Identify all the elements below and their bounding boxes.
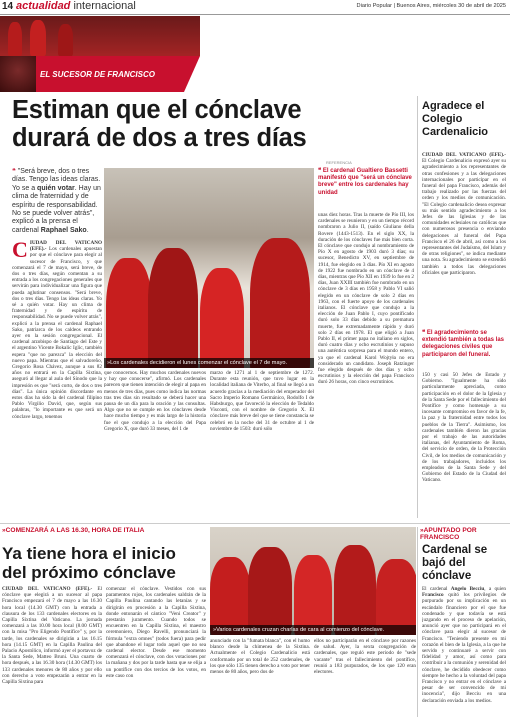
bottom-right-body: El cardenal Angelo Becciu, a quien Francisco quitó los privilegios de purpurado por su implicación en un escándalo financiero por el que fue condenado y que todavía se está juzgando en el proceso de apelación, anunció ayer que no participará en el cónclave para elegir al sucesor de Francisco. "Teniendo presente en mi corazón el bien de la Iglesia, a la que he servido y continuaré a servir con fidelidad y amor, así como para contribuir a la comunión y serenidad del cónclave, he decidido obedecer como siempre he hecho a la voluntad del papa Francisco y no entrar en el cónclave a pesar de ser convencido de mi inocencia", dijo Becciu en una declaración enviada a los medios. bbox=[422, 586, 506, 704]
banner-figure bbox=[30, 20, 46, 56]
bottom-right-divider bbox=[417, 527, 418, 717]
side-body2: 150 y casi 50 Jefes de Estado y Gobierno. "Igualmente ha sido particularmente apreciada, como participación en el dolor de la Iglesia y de la Santa Sede por el fallecimiento del Pontífice y como homenaje a su incesante compromiso en favor de la fe, la paz y la fraternidad entre todos los pueblos de la Tierra". Asimismo, los cardenales también dieron las gracias por el trabajo de las autoridades italianas, del Ayuntamiento de Roma, del servicio de orden, de la Protección Civil, de los medios de comunicación y de los trabajadores, incluidos los empleados de la Santa Sede y del Gobierno del Estado de la Ciudad del Vaticano. bbox=[422, 372, 506, 484]
cardinal-figure bbox=[106, 258, 152, 368]
bottom-right-headline: Cardenal se bajó del cónclave bbox=[422, 544, 488, 582]
bottom-left-col1: CIUDAD DEL VATICANO (EFE).- El cónclave que elegirá a un sucesor al papa Francisco empezará el 7 de mayo a las 16.30 hora local (14.30 GMT) con la entrada a clausura de los 133 cardenales electores en la Capilla Sixtina del Vaticano. La jornada comenzará a las 10.00 hora local (8.00 GMT) con la misa "Pro Eligendo Pontifice" y, por la tarde, los cardenales se dirigirán a las 16.15 hora (14.15 GMT) en la Capilla Paulina del Palacio Apostólico, informó ayer el portavoz de la Santa Sede, Matteo Bruni. Una cuarto de hora después, a las 16.30 hora (14.30 GMT) los 133 cardenales menores de 80 años y por ello con derecho a voto empezarán a entrar en la Capilla Sixtina para bbox=[2, 586, 102, 686]
source-line: Diario Popular | Buenos Aires, miércoles 30 de abril de 2025 bbox=[356, 3, 506, 9]
page-number: 14 bbox=[2, 1, 14, 12]
bottom-right-kicker: »APUNTADO POR FRANCISCO bbox=[420, 527, 477, 541]
side-highlight: ❝ El agradecimiento se extendió también a todas las delegaciones civiles que participaron del funeral. bbox=[422, 330, 505, 358]
cardinal-figure bbox=[250, 238, 310, 368]
main-photo-caption: »Los cardenales decidieron el lunes comenzar el cónclave el 7 de mayo. bbox=[104, 358, 314, 368]
bottom-photo bbox=[210, 527, 416, 635]
dropcap: C bbox=[12, 240, 28, 262]
header-rule bbox=[0, 14, 510, 15]
quote-icon: ❝ bbox=[318, 168, 322, 174]
bottom-left-kicker: »COMENZARÁ A LAS 16.30, HORA DE ITALIA bbox=[2, 527, 145, 534]
banner-image-left bbox=[0, 56, 36, 92]
banner-figure bbox=[58, 24, 73, 56]
cardinal-figure bbox=[210, 557, 250, 635]
bottom-left-headline: Ya tiene hora el inicio del próximo cónclave bbox=[2, 544, 176, 582]
main-headline-line1: Estiman que el cónclave bbox=[12, 96, 302, 124]
photo-credit: REFERENCIA bbox=[326, 160, 352, 165]
cardinal-figure bbox=[248, 547, 292, 635]
banner-title: EL SUCESOR DE FRANCISCO bbox=[40, 70, 155, 79]
bottom-rule bbox=[0, 523, 510, 524]
bottom-photo-caption: »Varios cardenales cruzan charlas de cara al comienzo del cónclave. bbox=[210, 625, 416, 635]
quote-icon: ❝ bbox=[12, 168, 16, 175]
main-col1: C IUDAD DEL VATICANO (EFE).- Los cardenales apuestan por que el cónclave para elegir al sucesor de Francisco, y que comenzará el 7 de mayo, será breve, de dos o tres días, según comentan a su entrada a los congregaciones generales que servirán para individualizar una figura que pueda aglutinar consensos. "Será breve, dos o tres días. Tengo las ideas claras. Yo sé a quién votar. Hay un clima de fraternidad y de espíritu de responsabilidad. No se puede volver atrás", explicó a la prensa el cardenal Raphael Sako, patriarca de los caldeos entrando ayer en la sesión congregacional. El cardenal arzobispo de Santiago del Este y el argentino Vicente Bokalic Iglic, también espera "que no parezca" la elección del nuevo papa. Mientras que el salvadoreño, Gregorio Rosa Chávez, aunque a sus 82 años no entrará en la Capilla Sixtina, aseguró al llegar al aula del Sínodo que la impresión es que "será corto, de dos o tres días". La única opinión discordante en estos días ha sido la del cardenal filipino Pablo Virgilio David, que, según sus palabras, "lo importante es que será un cónclave largo, tenemos bbox=[12, 240, 102, 420]
quote-icon: ❝ bbox=[422, 330, 426, 336]
col4-quote: ❝ El cardenal Gualtiero Bassetti manifestó que "será un cónclave breve" entre los cardenales hay unidad bbox=[318, 168, 412, 196]
banner-figure bbox=[8, 22, 22, 56]
cardinal-figure bbox=[294, 555, 332, 635]
side-headline: Agradece el Colegio Cardenalicio bbox=[422, 100, 489, 138]
bottom-left-col4: ellos no participarán en el cónclave por razones de salud. Ayer, la sexta congregación de cardenales, que reguló este periodo de "sede vacante" tras el fallecimiento del pontífice, reunió a 183 purpurados, de los que 120 eran electores. bbox=[314, 638, 416, 676]
cardinal-figure bbox=[376, 559, 416, 635]
page-header bbox=[0, 0, 510, 14]
cardinal-figure bbox=[200, 268, 244, 368]
arrow-icon: » bbox=[420, 527, 424, 534]
main-col4: unas diez horas. Tras la muerte de Pío III, los cardenales se reunieron y en un tiempo récord nombraron a Julio II, (saído Giuliano della Rovere (1443-1513). En el siglo XX, la duración de los cónclaves fue más bien corta. El cónclave que condujo al nombramiento de Pío X en agosto de 1903 duró 3 días; su sucesor, Benedicto XV, en septiembre de 1914, fue elegido en 3 días. Pío XI en agosto de 1922 fue nombrado en un cónclave de 4 días, mientras que Pío XII en 1939 lo fue en 2 días, Juan XXIII también fue nombrado en un cónclave de 3 días en 1958 y Pablo VI salió elegido en un cónclave de solo 2 días en 1963, con el fuerte apoyo de los cardenales italianos. El cónclave que condujo a la elección de Juan Pablo I, cuyo pontificado duró solo 33 días debido a su prematura muerte, fue extremadamente rápido y duró solo 2 días en 1978. El que eligió a Juan Pablo II, el primer papa no italiano en siglos, duró cuatro días y ocho escrutinios y supuso una auténtica sorpresa para el mundo entero, ya que el cardenal Karol Wojtyła no era considerado un candidato. Joseph Ratzinger fue elegido después de dos días y ocho escrutinios y la elección del papa Francisco duró 26 horas, con cinco escrutinios. bbox=[318, 212, 414, 386]
arrow-icon: » bbox=[2, 527, 6, 534]
main-photo bbox=[104, 168, 314, 368]
side-body1: CIUDAD DEL VATICANO (EFE).- El Colegio Cardenalicio expresó ayer su agradecimiento a los representantes de otras confesiones y a las delegaciones internacionales por participar en el funeral del papa Francisco, además del trabajo realizado por las fuerzas del orden y los medios de comunicación. "El Colegio cardenalicio desea expresar su más sentido agradecimiento a los Jefes de las Iglesias y de las comunidades eclesiales no católicas que con numerosos presencia o enviando delegaciones al funeral del Papa Francisco el 26 de abril, así como a los representantes del Judaísmo, del Islam y de otras religiones", se indica mediante una nota. Su agradecimiento se extendió también a todos las delegaciones oficiales que participaron. bbox=[422, 152, 506, 276]
pull-quote: ❝ "Será breve, dos o tres días. Tengo las ideas claras. Yo se a quién votar. Hay un clima de fraternidad y de espíritu de responsabilidad. No se puede volver atrás", explicó a la prensa el cardenal Raphael Sako. bbox=[12, 168, 101, 234]
main-headline bbox=[12, 96, 392, 152]
main-col3: marzo de 1271 al 1 de septiembre de 1272. Durante esta reunión, que tuvo lugar en la localidad italiana de Viterbo, al final se llegó a un acuerdo gracias a la mediación del emperador del Sacro Imperio Romano Germánico, Rodolfo I de Habsburgo, que favoreció la elección de Tedaldo Visconti, con el nombre de Gregorio X. El cónclave más breve del que se tiene constancia se celebró en la noche del 31 de octubre al 1 de noviembre de 1503: duró sólo bbox=[210, 370, 314, 432]
section-title: actualidad internacional bbox=[16, 0, 136, 12]
cardinal-figure bbox=[334, 545, 376, 635]
bottom-left-col3: anunciado con la "fumata blanca", con el humo blanco desde la chimenea de la Sixtina. Actualmente el Colegio Cardenalicio está conformado por un total de 252 cardenales, de los que sólo 135 tienen derecho a voto por tener menos de 80 años, pero dos de bbox=[210, 638, 310, 676]
main-headline-line2: durará de dos a tres días bbox=[12, 124, 307, 152]
cardinal-figure bbox=[148, 248, 198, 368]
main-col2: que conocernos. Hay muchos cardenales nuevos y hay que conocerse", afirmó. Los cardenales parecen que tienen intención de elegir al papa en menos de tres días, pues como indica las normas tras tres días sin resultado se deberá hacer una pausa de un día para la oración y las consultas. Algo que no se cumple en los cónclaves desde hace mucho tiempo y es más largo de la historia fue el que condujo a la elección del Papa Gregorio X, que duró 33 meses, del 1 de bbox=[104, 370, 206, 432]
side-divider bbox=[417, 96, 418, 518]
bottom-left-col2: comenzar el cónclave. Vestidos con sus paramentos rojos, los cardenales saldrán de la Capilla Paulina cantando las letanías y se dirigirán en procesión a la Capilla Sixtina, donde entonarán el cántico "Veni Creator" y prestarán juramento. Cuando todos se encuentren en la Capilla Sixtina, el maestro ceremoniero, Diego Ravelli, pronunciará la fórmula "extra omnes" (todos fuera) para pedir que abandone el lugar todo aquel que no sea cardenal elector. Desde ese momento comenzará el cónclave, con dos votaciones por la mañana y dos por la tarde hasta que se elija a un pontífice con dos tercios de los votos, en este caso con bbox=[106, 586, 206, 679]
